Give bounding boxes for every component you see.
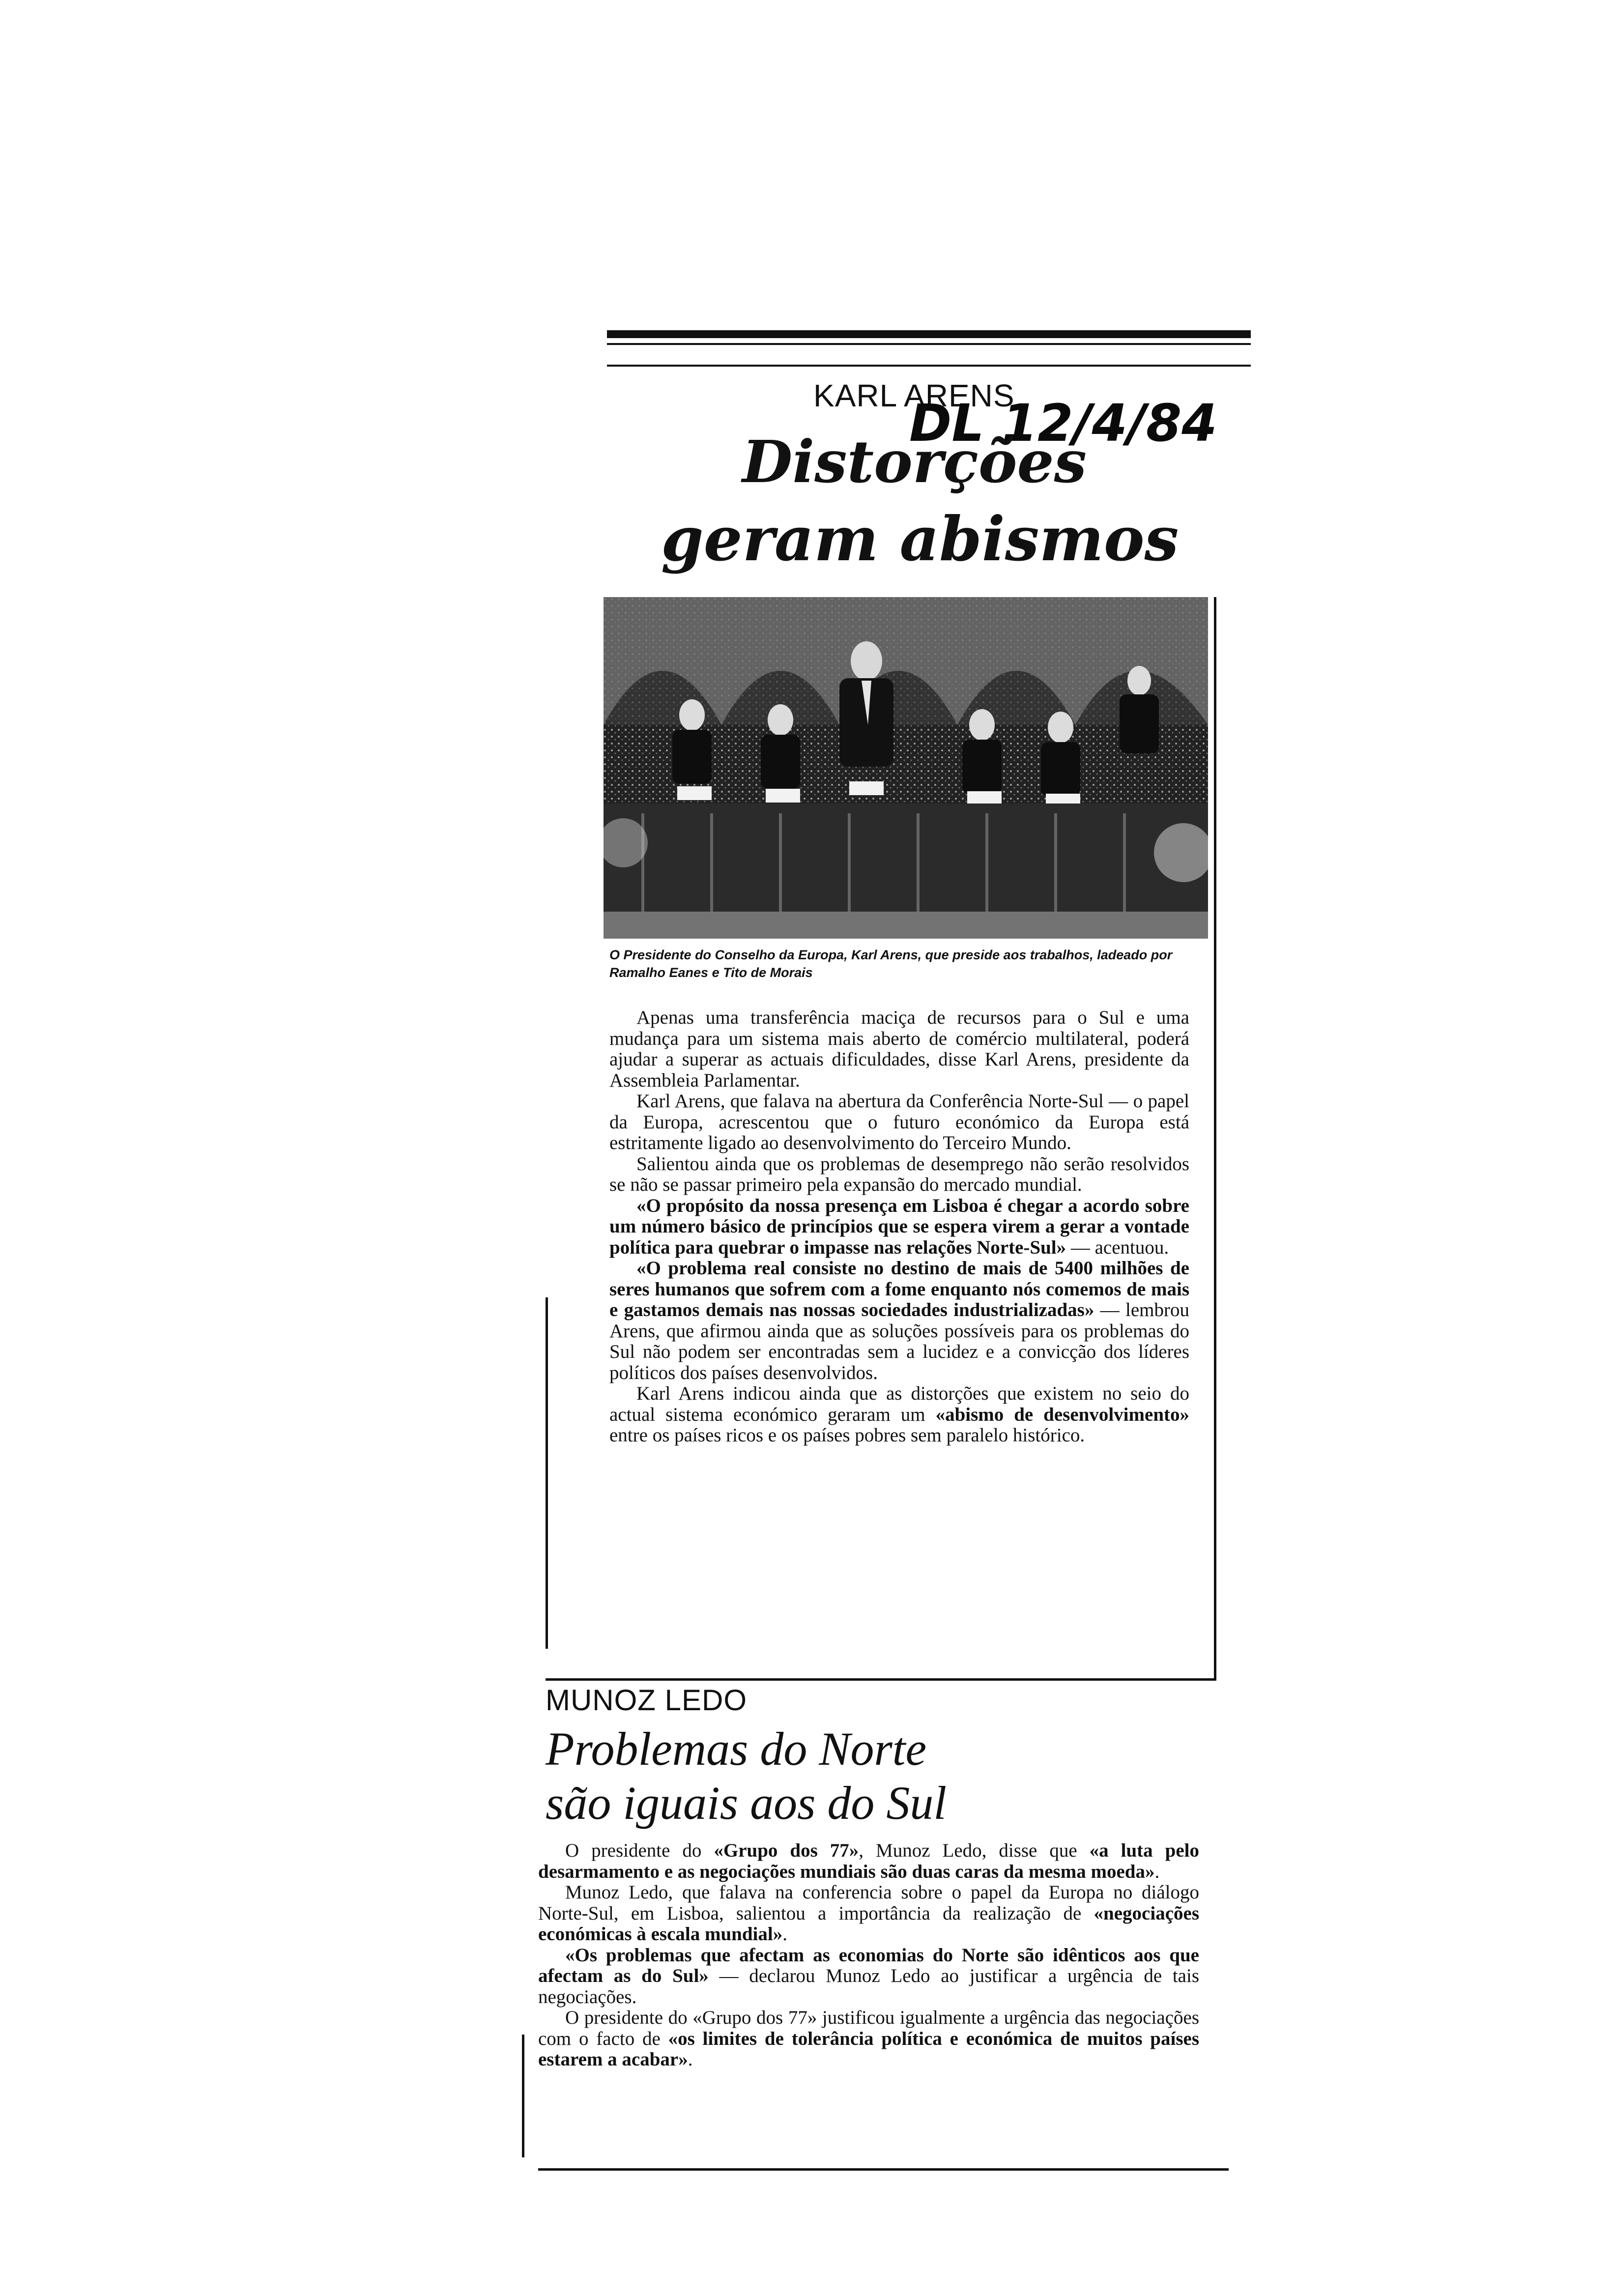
article1-body bbox=[609, 1007, 1189, 1446]
article2-p1-start: O presidente do bbox=[565, 1840, 714, 1861]
article1-quote-1-tail: — acentuou. bbox=[1066, 1236, 1169, 1258]
article1-headline-line2: geram abismos bbox=[661, 504, 1179, 575]
top-rule-thick bbox=[607, 330, 1251, 338]
article1-paragraph-6 bbox=[609, 1383, 1189, 1446]
article1-quote-1: «O propósito da nossa presença em Lisboa é chegar a acordo sobre um número básico de princípios que se espera virem a gerar a vontade política para quebrar o impasse nas relações Norte-Sul» bbox=[609, 1195, 1189, 1258]
article1-paragraph-2: Karl Arens, que falava na abertura da Conferência Norte-Sul — o papel da Europa, acrescentou que o futuro económico da Europa está estritamente ligado ao desenvolvimento do Terceiro Mundo. bbox=[609, 1091, 1189, 1153]
article1-box-right bbox=[1214, 597, 1216, 1681]
bottom-rule bbox=[538, 2168, 1229, 2171]
article2-paragraph-1 bbox=[538, 1840, 1199, 1882]
article1-last-para-start: Karl Arens indicou ainda que as distorções que existem no seio do actual sistema económico geraram um bbox=[609, 1383, 1189, 1425]
article1-paragraph-5 bbox=[609, 1258, 1189, 1383]
article1-paragraph-3: Salientou ainda que os problemas de desemprego não serão resolvidos se não se passar primeiro pela expansão do mercado mundial. bbox=[609, 1153, 1189, 1195]
article2-p1-middle: , Munoz Ledo, disse que bbox=[859, 1840, 1090, 1861]
article1-side-bar bbox=[546, 1297, 548, 1649]
article2-p3-bold: «Os problemas que afectam as economias do Norte são idênticos aos que afectam as do Sul» bbox=[538, 1944, 1199, 1986]
article2-paragraph-4 bbox=[538, 2008, 1199, 2070]
article1-kicker: KARL ARENS bbox=[813, 378, 1015, 413]
article1-paragraph-1: Apenas uma transferência maciça de recursos para o Sul e uma mudança para um sistema mais aberto de comércio multilateral, poderá ajudar a superar as actuais dificuldades, disse Karl Arens, presidente da Assembleia Parlamentar. bbox=[609, 1007, 1189, 1091]
article1-box-bottom bbox=[546, 1678, 1216, 1681]
article2-headline-line1: Problemas do Norte bbox=[546, 1722, 927, 1775]
article2-p4-end: . bbox=[688, 2049, 693, 2070]
article2-p2-end: . bbox=[782, 1923, 787, 1945]
article2-p3-end: — declarou Munoz Ledo ao justificar a urgência de tais negociações. bbox=[538, 1965, 1199, 2008]
article2-headline-line2: são iguais aos do Sul bbox=[546, 1777, 947, 1829]
article1-last-para-bold: «abismo de desenvolvimento» bbox=[935, 1404, 1189, 1425]
article2-paragraph-2 bbox=[538, 1882, 1199, 1945]
article1-paragraph-4 bbox=[609, 1196, 1189, 1259]
article2-p4-start: O presidente do «Grupo dos 77» justificou igualmente a urgência das negociações com o facto de bbox=[538, 2007, 1199, 2049]
article2-p2-start: Munoz Ledo, que falava na conferencia sobre o papel da Europa no diálogo Norte-Sul, em Lisboa, salientou a importância da realização de bbox=[538, 1882, 1199, 1924]
conference-photo-illustration bbox=[604, 597, 1208, 939]
article1-quote-2-tail: — lembrou Arens, que afirmou ainda que as soluções possíveis para os problemas do Sul não podem ser encontradas sem a lucidez e a convicção dos líderes políticos dos países desenvolvidos. bbox=[609, 1299, 1189, 1383]
article2-body bbox=[538, 1840, 1199, 2070]
article2-side-bar bbox=[522, 2035, 524, 2157]
article2-kicker: MUNOZ LEDO bbox=[546, 1684, 748, 1717]
article2-p4-bold: «os limites de tolerância política e económica de muitos países estarem a acabar» bbox=[538, 2028, 1199, 2070]
article2-p1-bold-2: «a luta pelo desarmamento e as negociações mundiais são duas caras da mesma moeda» bbox=[538, 1840, 1199, 1882]
article2-p2-bold: «negociações económicas à escala mundial» bbox=[538, 1902, 1199, 1945]
top-rule-thin-lower bbox=[607, 365, 1251, 367]
conference-photo bbox=[604, 597, 1208, 939]
article2-p1-end: . bbox=[1154, 1861, 1160, 1882]
article1-last-para-end: entre os países ricos e os países pobres sem paralelo histórico. bbox=[609, 1425, 1085, 1446]
top-rule-thin bbox=[607, 343, 1251, 345]
article1-headline-line1: Distorções bbox=[742, 428, 1087, 496]
photo-caption: O Presidente do Conselho da Europa, Karl Arens, que preside aos trabalhos, ladeado por Ramalho Eanes e Tito de Morais bbox=[609, 947, 1173, 980]
article2-paragraph-3 bbox=[538, 1945, 1199, 2008]
article2-p1-bold-1: «Grupo dos 77» bbox=[714, 1840, 859, 1861]
handwritten-date-note: DL 12/4/84 bbox=[909, 393, 1217, 453]
article1-quote-2: «O problema real consiste no destino de mais de 5400 milhões de seres humanos que sofrem com a fome enquanto nós comemos de mais e gastamos demais nas nossas sociedades industrializadas» bbox=[609, 1258, 1189, 1320]
